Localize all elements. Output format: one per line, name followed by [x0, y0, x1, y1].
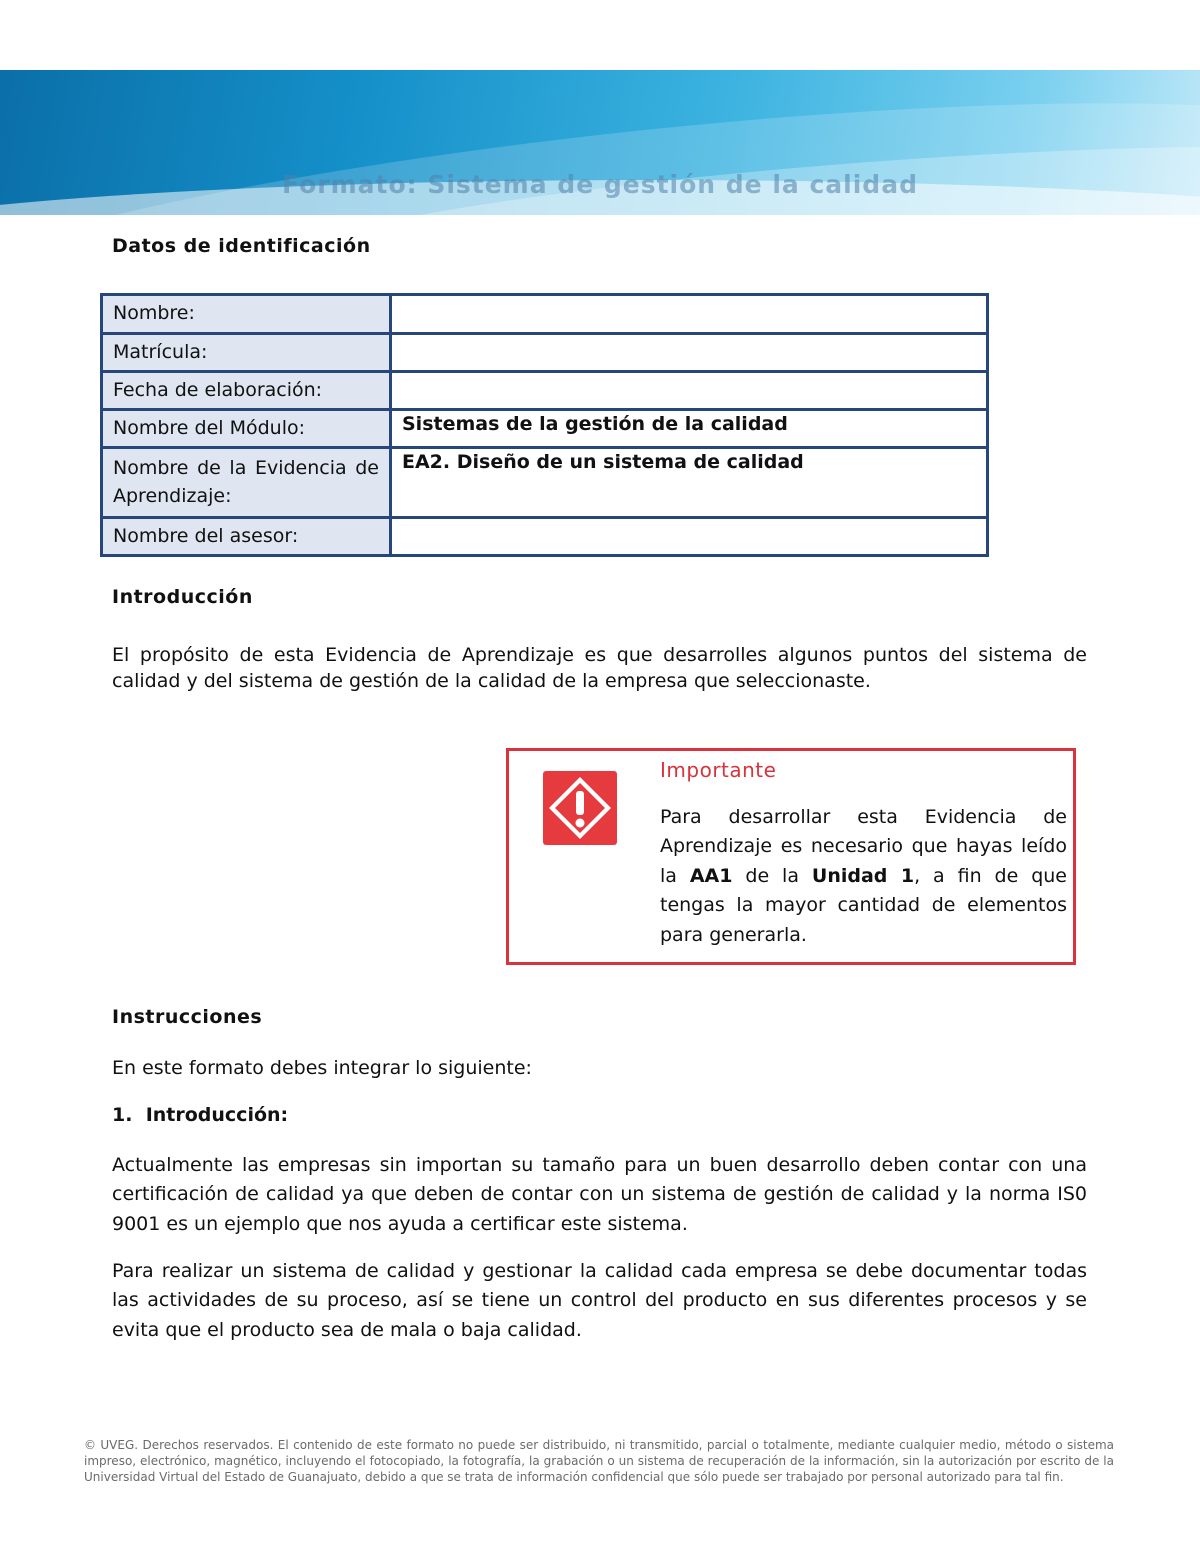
important-box — [506, 748, 1076, 965]
row-value[interactable] — [391, 295, 988, 334]
instructions-paragraph-2: Para realizar un sistema de calidad y gestionar la calidad cada empresa se debe documentar todas las actividades de su proceso, así se tiene un control del producto en sus diferentes procesos y se evita que el producto sea de mala o baja calidad. — [112, 1260, 1087, 1341]
warning-icon — [543, 771, 617, 845]
unidad-bold: Unidad 1 — [811, 864, 915, 887]
row-value[interactable] — [391, 518, 988, 556]
row-label: Nombre: — [102, 295, 391, 334]
table-row — [102, 295, 988, 334]
important-text: Para desarrollar esta Evidencia de Aprendizaje es necesario que hayas leído la AA1 de la Unidad 1, a fin de que tengas la mayor cantidad de elementos para generarla. — [660, 806, 1067, 946]
table-row — [102, 518, 988, 556]
instructions-paragraph-1: Actualmente las empresas sin importan su tamaño para un buen desarrollo deben contar con una certificación de calidad ya que deben de contar con un sistema de gestión de calidad y la norma IS0 9001 es un ejemplo que nos ayuda a certificar este sistema. — [112, 1154, 1087, 1235]
row-label: Nombre del Módulo: — [102, 410, 391, 448]
important-title: Importante — [660, 758, 777, 782]
row-label: Fecha de elaboración: — [102, 372, 391, 410]
intro-heading: Introducción — [112, 586, 253, 608]
table-row — [102, 448, 988, 518]
copyright-footer: © UVEG. Derechos reservados. El contenido de este formato no puede ser distribuido, ni transmitido, parcial o totalmente, mediante cualquier medio, método o sistema impreso, electrónico, magnético, incluyendo el fotocopiado, la fotografía, la grabación o un sistema de recuperación de la información, sin la autorización por escrito de la Universidad Virtual del Estado de Guanajuato, debido a que se trata de información confidencial que sólo puede ser trabajado por personal autorizado para tal fin. — [84, 1438, 1114, 1485]
document-title: Formato: Sistema de gestión de la calidad — [282, 170, 918, 199]
item1-number: 1. — [112, 1104, 133, 1126]
item1-heading — [112, 1104, 288, 1126]
row-label: Nombre de la Evidencia de Aprendizaje: — [102, 448, 391, 518]
instructions-heading: Instrucciones — [112, 1006, 263, 1028]
evidence-name-value[interactable]: EA2. Diseño de un sistema de calidad — [391, 448, 988, 518]
table-row — [102, 410, 988, 448]
instructions-lead: En este formato debes integrar lo siguiente: — [112, 1057, 532, 1079]
row-label: Matrícula: — [102, 334, 391, 372]
row-value[interactable] — [391, 372, 988, 410]
intro-text: El propósito de esta Evidencia de Aprendizaje es que desarrolles algunos puntos del sistema de calidad y del sistema de gestión de la calidad de la empresa que seleccionaste. — [112, 644, 1087, 692]
table-row — [102, 372, 988, 410]
identification-table — [100, 293, 989, 557]
item1-title: Introducción: — [145, 1104, 289, 1126]
row-value[interactable] — [391, 334, 988, 372]
module-name-value[interactable]: Sistemas de la gestión de la calidad — [391, 410, 988, 448]
row-label: Nombre del asesor: — [102, 518, 391, 556]
table-row — [102, 334, 988, 372]
aa1-bold: AA1 — [689, 864, 733, 887]
identification-heading: Datos de identificación — [112, 235, 371, 257]
